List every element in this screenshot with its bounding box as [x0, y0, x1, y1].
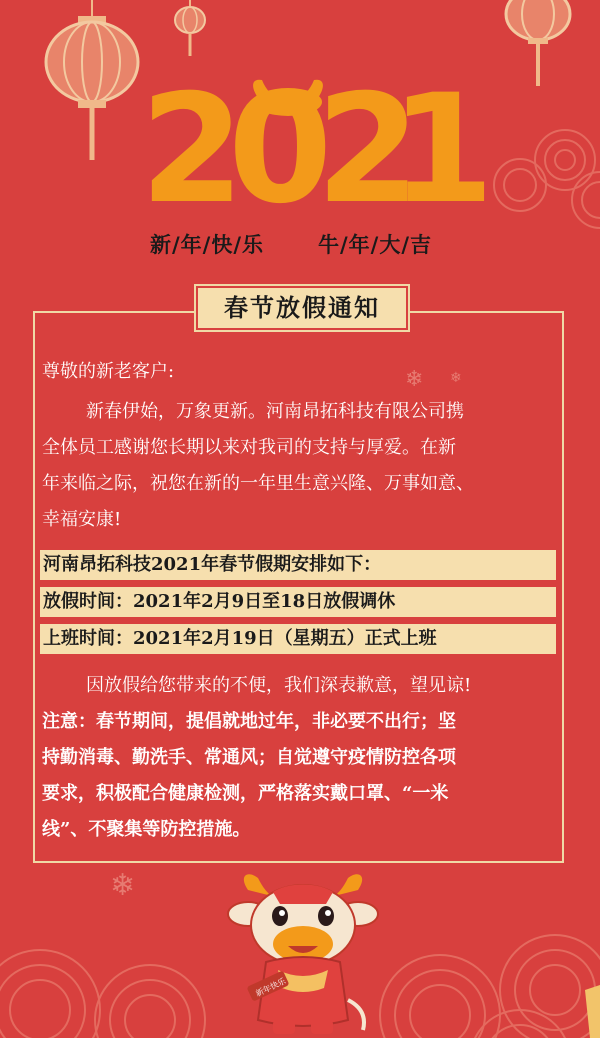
notice-title: 春节放假通知 — [196, 286, 408, 330]
work-time: 上班时间：2021年2月19日（星期五）正式上班 — [40, 624, 556, 654]
gold-sheet — [585, 985, 600, 1038]
body-line: 全体员工感谢您长期以来对我司的支持与厚爱。在新 — [42, 437, 456, 458]
scroll-text: 新年快乐 — [254, 976, 288, 999]
notes-line: 线”、不聚集等防控措施。 — [42, 819, 251, 840]
notes-line: 要求，积极配合健康检测，严格落实戴口罩、“一米 — [42, 783, 449, 804]
year-digit: 1 — [390, 63, 495, 237]
body-line: 幸福安康! — [42, 509, 122, 530]
notes-line: 持勤消毒、勤洗手、常通风；自觉遵守疫情防控各项 — [42, 747, 456, 768]
schedule-heading: 河南昂拓科技2021年春节假期安排如下： — [40, 550, 556, 580]
notes-text — [42, 704, 558, 848]
lantern-icon — [175, 0, 205, 56]
year-title — [140, 63, 495, 237]
lantern-icon — [506, 0, 570, 86]
year-digit: 0 — [228, 63, 333, 237]
year-digit: 2 — [316, 63, 421, 237]
svg-text:❄: ❄ — [450, 370, 462, 386]
body-line: 新春伊始，万象更新。河南昂拓科技有限公司携 — [86, 401, 464, 422]
year-digit: 2 — [140, 63, 245, 237]
lantern-icon — [46, 0, 138, 160]
ox-mascot-icon — [218, 870, 388, 1038]
greeting-left: 新/年/快/乐 — [150, 233, 265, 257]
svg-text:❄: ❄ — [405, 367, 424, 392]
holiday-time: 放假时间：2021年2月9日至18日放假调休 — [40, 587, 556, 617]
salutation: 尊敬的新老客户: — [42, 361, 175, 382]
notes-line: 注意：春节期间，提倡就地过年，非必要不出行；坚 — [42, 711, 456, 732]
cloud-pattern — [494, 130, 600, 228]
body-line: 年来临之际，祝您在新的一年里生意兴隆、万事如意、 — [42, 473, 474, 494]
svg-text:❄: ❄ — [110, 868, 136, 903]
apology-text: 因放假给您带来的不便，我们深表歉意，望见谅! — [86, 675, 472, 696]
greeting-right: 牛/年/大/吉 — [318, 233, 433, 257]
